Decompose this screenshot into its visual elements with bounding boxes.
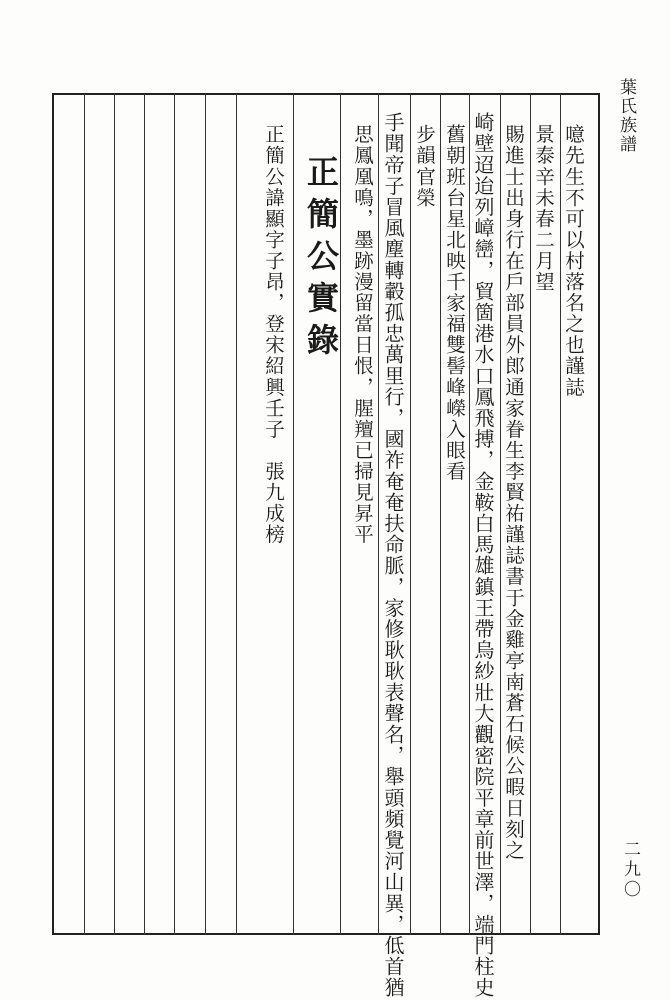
text-column: 步韻官榮 — [413, 124, 436, 209]
text-column: 景泰辛未春二月望 — [532, 124, 555, 293]
running-head: 葉氏族譜 — [616, 78, 636, 154]
section-heading: 正簡公實錄 — [302, 155, 340, 365]
column-rule — [114, 93, 115, 935]
column-rule — [144, 93, 145, 935]
text-column: 噫先生不可以村落名之也謹誌 — [562, 124, 585, 398]
column-rule — [236, 93, 237, 935]
text-column: 思鳳凰鳴，墨跡漫留當日恨，腥羶已掃見昇平 — [351, 124, 374, 545]
column-rule — [174, 93, 175, 935]
text-column: 崎壁迢迨列嶂巒，貿箇港水口鳳飛搏，金鞍白馬雄鎮王帶烏紗壯大觀密院平章前世澤，端門柱史 — [471, 112, 495, 999]
column-rule — [84, 93, 85, 935]
page-number: 二九〇 — [620, 840, 640, 900]
text-column: 正簡公諱顯字子昂，登宋紹興壬子 張九成榜 — [262, 124, 285, 545]
column-rule — [293, 93, 294, 935]
text-column: 賜進士出身行在戶部員外郎通家眷生李賢祐謹誌書于金雞亭南蒼石候公暇日刻之 — [502, 124, 525, 861]
text-column: 手聞帝子冒風塵轉轂孤忠萬里行，國祚奄奄扶命脈，家修耿耿表聲名，舉頭頻覺河山異，低首猶 — [381, 112, 405, 999]
text-column: 舊朝班台星北映千家福雙髻峰嶸入眼看 — [443, 124, 466, 482]
column-rule — [378, 93, 379, 935]
column-rule — [410, 93, 411, 935]
column-rule — [205, 93, 206, 935]
